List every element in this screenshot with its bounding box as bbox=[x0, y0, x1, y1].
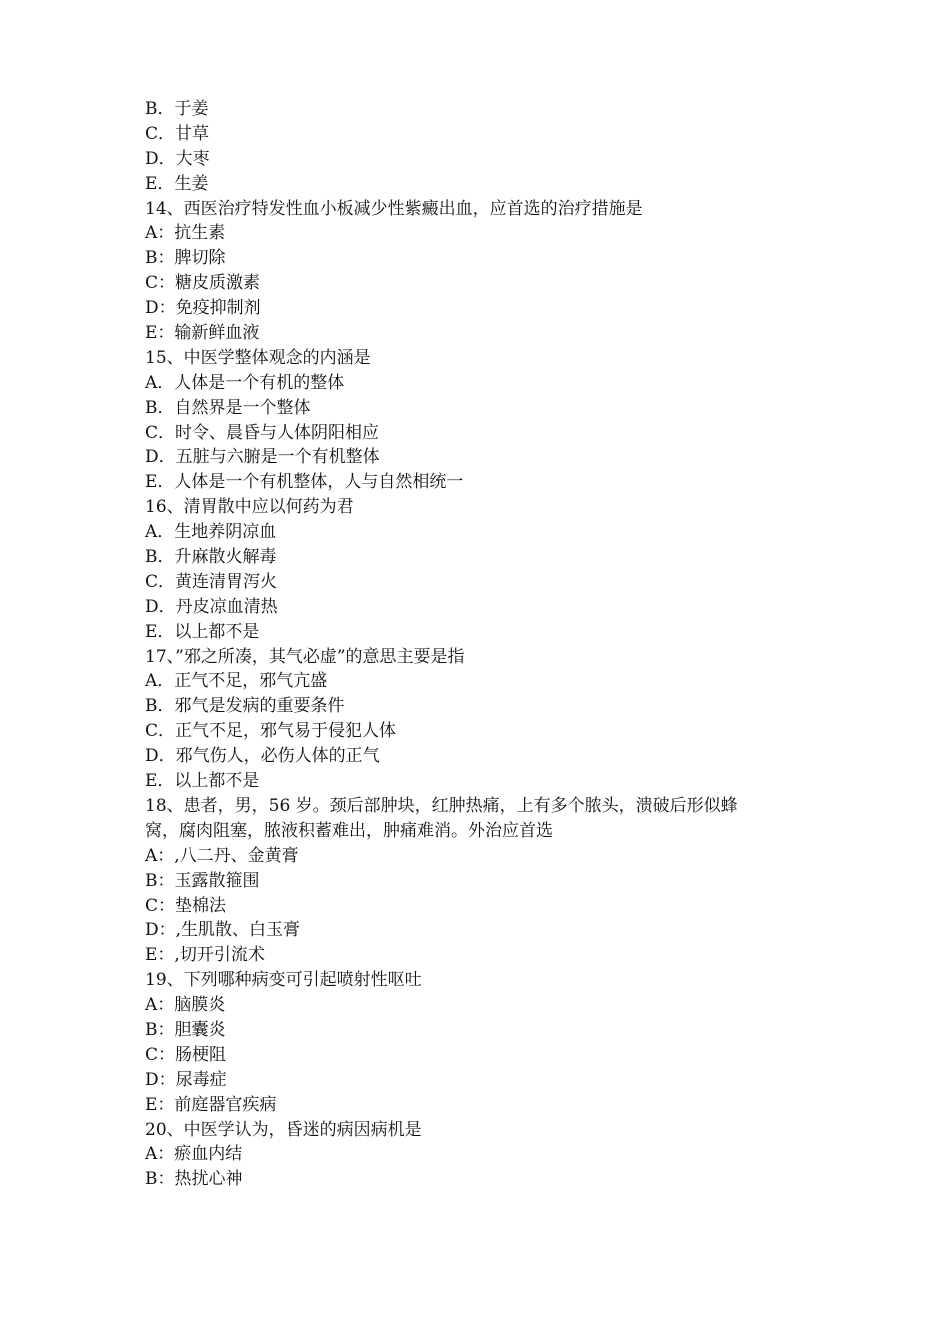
text-line: E：前庭器官疾病 bbox=[145, 1094, 277, 1115]
text-line: B．自然界是一个整体 bbox=[145, 397, 311, 418]
text-line: E．人体是一个有机整体，人与自然相统一 bbox=[145, 472, 464, 493]
text-line: E．以上都不是 bbox=[145, 771, 260, 792]
text-line: A．正气不足，邪气亢盛 bbox=[145, 671, 328, 692]
text-line: D．邪气伤人，必伤人体的正气 bbox=[145, 746, 380, 767]
text-line: B．升麻散火解毒 bbox=[145, 547, 277, 568]
text-line: B：胆囊炎 bbox=[145, 1019, 226, 1040]
text-line: E：,切开引流术 bbox=[145, 945, 265, 966]
text-line: C：肠梗阻 bbox=[145, 1044, 227, 1065]
text-line: D：尿毒症 bbox=[145, 1069, 227, 1090]
text-line: E．生姜 bbox=[145, 173, 209, 194]
text-line: D．大枣 bbox=[145, 148, 210, 169]
document-text-body bbox=[145, 97, 810, 1192]
text-line: 15、中医学整体观念的内涵是 bbox=[145, 347, 371, 368]
text-line: A．生地养阴凉血 bbox=[145, 522, 277, 543]
text-line: C．时令、晨昏与人体阴阳相应 bbox=[145, 422, 380, 443]
text-line: 窝，腐肉阻塞，脓液积蓄难出，肿痛难消。外治应首选 bbox=[145, 820, 553, 841]
text-line: D．五脏与六腑是一个有机整体 bbox=[145, 447, 380, 468]
text-line: B：玉露散箍围 bbox=[145, 870, 260, 891]
text-line: 19、下列哪种病变可引起喷射性呕吐 bbox=[145, 970, 422, 991]
text-line: C．黄连清胃泻火 bbox=[145, 571, 278, 592]
text-line: B．邪气是发病的重要条件 bbox=[145, 696, 345, 717]
text-line: E．以上都不是 bbox=[145, 621, 260, 642]
text-line: C．甘草 bbox=[145, 123, 210, 144]
text-line: B：脾切除 bbox=[145, 248, 226, 269]
text-line: E：输新鲜血液 bbox=[145, 323, 260, 344]
text-line: A：抗生素 bbox=[145, 223, 226, 244]
text-line: B：热扰心神 bbox=[145, 1169, 243, 1190]
text-line: D：免疫抑制剂 bbox=[145, 298, 261, 319]
text-line: 16、清胃散中应以何药为君 bbox=[145, 497, 354, 518]
text-line: A：,八二丹、金黄膏 bbox=[145, 845, 299, 866]
text-line: A：脑膜炎 bbox=[145, 995, 226, 1016]
text-line: C：糖皮质激素 bbox=[145, 273, 261, 294]
text-line: 17、”邪之所凑，其气必虚”的意思主要是指 bbox=[145, 646, 465, 667]
text-line: 14、西医治疗特发性血小板减少性紫癜出血，应首选的治疗措施是 bbox=[145, 198, 643, 219]
text-line: C．正气不足，邪气易于侵犯人体 bbox=[145, 721, 397, 742]
text-line: 20、中医学认为，昏迷的病因病机是 bbox=[145, 1119, 422, 1140]
text-line: B．于姜 bbox=[145, 99, 209, 119]
text-line: D：,生肌散、白玉膏 bbox=[145, 920, 301, 941]
text-line: D．丹皮凉血清热 bbox=[145, 596, 278, 617]
text-line: C：垫棉法 bbox=[145, 895, 227, 916]
text-line: 18、患者，男，56 岁。颈后部肿块，红肿热痛，上有多个脓头，溃破后形似蜂 bbox=[145, 795, 738, 816]
text-line: A：瘀血内结 bbox=[145, 1144, 243, 1165]
text-line: A．人体是一个有机的整体 bbox=[145, 372, 345, 393]
